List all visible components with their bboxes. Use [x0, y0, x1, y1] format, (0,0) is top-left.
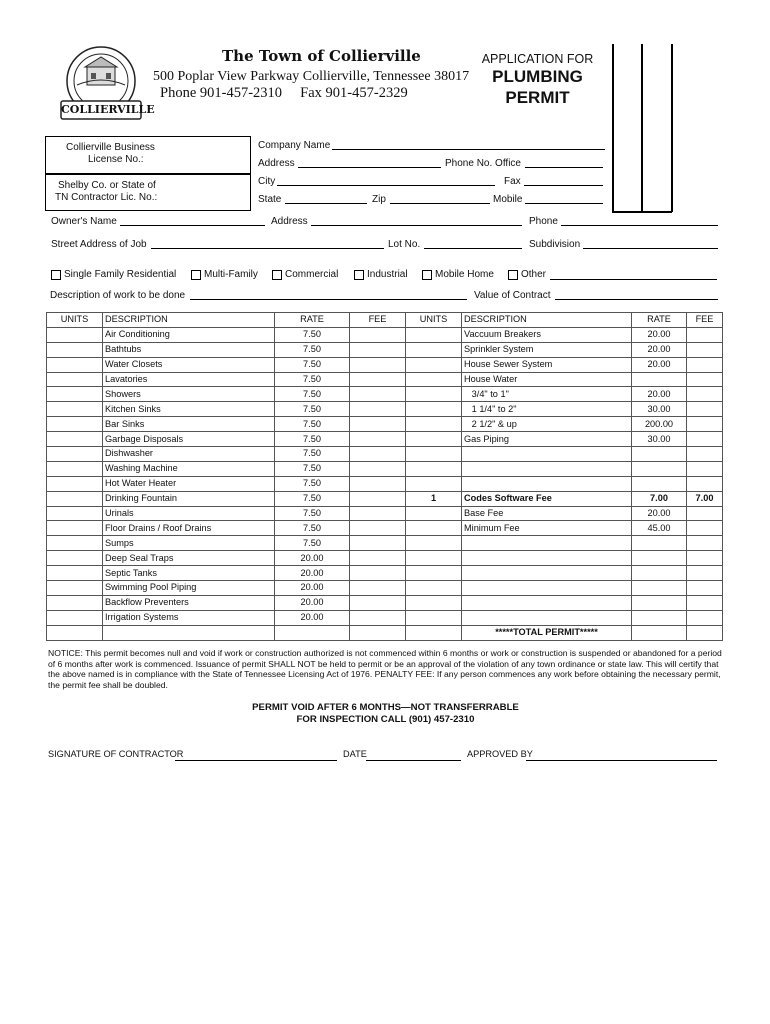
total-row-blank — [275, 625, 350, 640]
notice-text: NOTICE: This permit becomes null and void if work or construction authorized is not commenced within 6 months or work or construction is suspended or abandoned for a period of 6 months after work is commenced. Issuance of permit SHALL NOT be held to permit or be an approval of the violation of any town ordinance or state law. This will certify that the above named is in compliance with the State of Tennessee Licensing Act of 1976. PENALTY FEE: If any person commences any work before obtaining the necessary permit, the permit fee shall be doubled. — [48, 648, 722, 690]
units-cell[interactable] — [47, 417, 103, 432]
table-row — [47, 581, 723, 596]
table-row — [47, 387, 723, 402]
void-notice — [48, 702, 723, 725]
fee-cell-right[interactable] — [687, 387, 723, 402]
fee-cell[interactable] — [350, 521, 406, 536]
units-cell-right[interactable] — [406, 342, 462, 357]
fee-cell-right[interactable] — [687, 521, 723, 536]
owners-name-label: Owner's Name — [51, 216, 117, 227]
rate-cell: 20.00 — [275, 595, 350, 610]
rate-cell-right: 20.00 — [632, 342, 687, 357]
description-cell: Deep Seal Traps — [103, 551, 275, 566]
rate-cell: 7.50 — [275, 536, 350, 551]
stamp-line-3 — [671, 44, 673, 212]
fee-header: FEE — [350, 313, 406, 328]
business-license-label-2: License No.: — [88, 154, 144, 165]
fee-cell[interactable] — [350, 551, 406, 566]
units-cell-right[interactable] — [406, 506, 462, 521]
mobile-home-checkbox[interactable] — [422, 270, 432, 280]
units-cell-right[interactable] — [406, 357, 462, 372]
lot-no-label: Lot No. — [388, 239, 421, 250]
fee-cell[interactable] — [350, 327, 406, 342]
fee-cell[interactable] — [350, 536, 406, 551]
town-seal — [55, 45, 155, 127]
void-notice-line2: FOR INSPECTION CALL (901) 457-2310 — [296, 713, 475, 725]
rate-cell: 7.50 — [275, 417, 350, 432]
rate-cell: 7.50 — [275, 521, 350, 536]
town-address: 500 Poplar View Parkway Collierville, Tennessee 38017 — [153, 69, 470, 84]
stamp-line-1 — [612, 44, 614, 212]
description-cell: Septic Tanks — [103, 566, 275, 581]
units-cell-right[interactable] — [406, 610, 462, 625]
description-cell-right — [462, 476, 632, 491]
table-row — [47, 432, 723, 447]
other-field[interactable] — [550, 279, 717, 280]
fee-cell[interactable] — [350, 357, 406, 372]
description-cell-right — [462, 461, 632, 476]
units-cell-right[interactable] — [406, 387, 462, 402]
units-cell[interactable] — [47, 476, 103, 491]
date-field[interactable] — [366, 760, 461, 761]
rate-cell: 20.00 — [275, 610, 350, 625]
phone-office-label: Phone No. Office — [445, 158, 521, 169]
units-header: UNITS — [47, 313, 103, 328]
units-cell[interactable] — [47, 432, 103, 447]
table-header-row — [47, 313, 723, 328]
table-row — [47, 461, 723, 476]
zip-field[interactable] — [390, 203, 490, 204]
fee-cell-right[interactable] — [687, 417, 723, 432]
description-cell: Swimming Pool Piping — [103, 581, 275, 596]
total-permit-label: *****TOTAL PERMIT***** — [462, 625, 632, 640]
description-cell-right: House Water — [462, 372, 632, 387]
table-row — [47, 595, 723, 610]
owners-name-field[interactable] — [120, 225, 265, 226]
fee-cell-right[interactable] — [687, 327, 723, 342]
stamp-bottom-line — [612, 211, 672, 213]
single-family-label: Single Family Residential — [64, 269, 177, 280]
fee-cell-right[interactable] — [687, 402, 723, 417]
units-cell[interactable] — [47, 357, 103, 372]
fee-header-right: FEE — [687, 313, 723, 328]
description-cell-right: House Sewer System — [462, 357, 632, 372]
rate-cell-right — [632, 536, 687, 551]
description-cell: Floor Drains / Roof Drains — [103, 521, 275, 536]
application-for: APPLICATION FOR — [481, 52, 594, 66]
units-cell-right[interactable] — [406, 372, 462, 387]
business-license-label-1: Collierville Business — [66, 142, 155, 153]
units-cell[interactable] — [47, 447, 103, 462]
owner-address-label: Address — [271, 216, 308, 227]
mobile-label: Mobile — [493, 194, 523, 205]
rate-cell-right — [632, 551, 687, 566]
commercial-checkbox[interactable] — [272, 270, 282, 280]
fee-cell[interactable] — [350, 581, 406, 596]
approved-by-label: APPROVED BY — [467, 749, 533, 759]
rate-cell: 20.00 — [275, 566, 350, 581]
description-cell: Hot Water Heater — [103, 476, 275, 491]
units-cell[interactable] — [47, 566, 103, 581]
mobile-field[interactable] — [525, 203, 603, 204]
description-cell-right: 2 1/2" & up — [462, 417, 632, 432]
fee-table — [46, 312, 723, 641]
contractor-license-label-1: Shelby Co. or State of — [58, 180, 156, 191]
date-label: DATE — [343, 749, 367, 759]
description-header: DESCRIPTION — [103, 313, 275, 328]
rate-cell-right: 7.00 — [632, 491, 687, 506]
units-cell-right[interactable] — [406, 521, 462, 536]
units-cell-right[interactable] — [406, 432, 462, 447]
description-cell: Drinking Fountain — [103, 491, 275, 506]
table-row — [47, 417, 723, 432]
company-address-label: Address — [258, 158, 295, 169]
rate-cell-right: 20.00 — [632, 357, 687, 372]
total-row-blank — [350, 625, 406, 640]
rate-cell-right — [632, 447, 687, 462]
description-cell-right: Gas Piping — [462, 432, 632, 447]
total-row-blank — [47, 625, 103, 640]
contractor-license-label-2: TN Contractor Lic. No.: — [55, 192, 158, 203]
description-cell-right — [462, 610, 632, 625]
total-units-cell — [406, 625, 462, 640]
other-checkbox[interactable] — [508, 270, 518, 280]
total-fee-cell[interactable] — [687, 625, 723, 640]
description-cell-right: Codes Software Fee — [462, 491, 632, 506]
value-of-contract-field[interactable] — [555, 299, 718, 300]
table-row — [47, 610, 723, 625]
units-cell-right[interactable] — [406, 581, 462, 596]
table-row — [47, 476, 723, 491]
units-cell[interactable] — [47, 387, 103, 402]
table-row — [47, 402, 723, 417]
subdivision-field[interactable] — [583, 248, 718, 249]
rate-cell-right: 20.00 — [632, 327, 687, 342]
rate-cell: 7.50 — [275, 327, 350, 342]
zip-label: Zip — [372, 194, 386, 205]
rate-cell: 7.50 — [275, 372, 350, 387]
units-cell-right[interactable] — [406, 461, 462, 476]
units-cell[interactable] — [47, 402, 103, 417]
fee-cell[interactable] — [350, 566, 406, 581]
description-cell-right: 1 1/4" to 2" — [462, 402, 632, 417]
city-label: City — [258, 176, 276, 187]
rate-cell: 20.00 — [275, 581, 350, 596]
signature-contractor-label: SIGNATURE OF CONTRACTOR — [48, 749, 184, 759]
description-cell-right — [462, 566, 632, 581]
units-cell[interactable] — [47, 536, 103, 551]
description-cell-right — [462, 536, 632, 551]
fee-cell-right[interactable] — [687, 342, 723, 357]
fee-cell[interactable] — [350, 447, 406, 462]
rate-cell: 7.50 — [275, 357, 350, 372]
seal-text: COLLIERVILLE — [61, 103, 155, 116]
table-row — [47, 491, 723, 506]
units-cell-right[interactable] — [406, 327, 462, 342]
table-row — [47, 447, 723, 462]
units-cell-right[interactable] — [406, 566, 462, 581]
fee-cell-right[interactable] — [687, 506, 723, 521]
description-cell: Bathtubs — [103, 342, 275, 357]
fee-cell-right[interactable]: 7.00 — [687, 491, 723, 506]
table-row — [47, 357, 723, 372]
table-row — [47, 566, 723, 581]
work-description-field[interactable] — [190, 299, 467, 300]
rate-cell-right: 20.00 — [632, 506, 687, 521]
fee-cell-right[interactable] — [687, 581, 723, 596]
fee-cell[interactable] — [350, 461, 406, 476]
description-cell-right — [462, 551, 632, 566]
owner-phone-field[interactable] — [561, 225, 718, 226]
state-field[interactable] — [285, 203, 367, 204]
units-cell-right[interactable] — [406, 447, 462, 462]
units-cell-right[interactable] — [406, 536, 462, 551]
table-row — [47, 551, 723, 566]
fee-cell-right[interactable] — [687, 536, 723, 551]
multi-family-label: Multi-Family — [204, 269, 258, 280]
units-cell[interactable] — [47, 581, 103, 596]
rate-cell-right: 30.00 — [632, 432, 687, 447]
fee-cell[interactable] — [350, 610, 406, 625]
fee-cell-right[interactable] — [687, 476, 723, 491]
rate-cell: 7.50 — [275, 342, 350, 357]
total-row-blank — [103, 625, 275, 640]
rate-cell-right — [632, 595, 687, 610]
fee-cell[interactable] — [350, 595, 406, 610]
rate-cell: 7.50 — [275, 387, 350, 402]
fax-field[interactable] — [524, 185, 603, 186]
rate-cell-right: 30.00 — [632, 402, 687, 417]
rate-cell-right: 45.00 — [632, 521, 687, 536]
industrial-label: Industrial — [367, 269, 408, 280]
description-cell-right: Sprinkler System — [462, 342, 632, 357]
units-cell-right[interactable]: 1 — [406, 491, 462, 506]
owner-address-field[interactable] — [311, 225, 522, 226]
description-cell: Irrigation Systems — [103, 610, 275, 625]
commercial-label: Commercial — [285, 269, 339, 280]
fax-label: Fax — [504, 176, 521, 187]
company-name-field[interactable] — [332, 149, 605, 150]
company-name-label: Company Name — [258, 140, 331, 151]
description-cell: Water Closets — [103, 357, 275, 372]
rate-cell: 7.50 — [275, 461, 350, 476]
fee-cell-right[interactable] — [687, 566, 723, 581]
fee-cell[interactable] — [350, 476, 406, 491]
units-cell[interactable] — [47, 372, 103, 387]
phone-office-field[interactable] — [525, 167, 603, 168]
units-cell[interactable] — [47, 506, 103, 521]
table-row — [47, 506, 723, 521]
fee-cell[interactable] — [350, 402, 406, 417]
description-cell: Backflow Preventers — [103, 595, 275, 610]
void-notice-line1: PERMIT VOID AFTER 6 MONTHS—NOT TRANSFERRABLE — [252, 702, 519, 713]
rate-cell-right — [632, 476, 687, 491]
description-cell: Bar Sinks — [103, 417, 275, 432]
total-rate-cell — [632, 625, 687, 640]
subdivision-label: Subdivision — [529, 239, 581, 250]
units-cell[interactable] — [47, 461, 103, 476]
description-cell-right: Minimum Fee — [462, 521, 632, 536]
rate-cell-right — [632, 610, 687, 625]
rate-cell: 7.50 — [275, 447, 350, 462]
units-cell[interactable] — [47, 610, 103, 625]
rate-cell: 7.50 — [275, 476, 350, 491]
units-cell-right[interactable] — [406, 595, 462, 610]
approved-by-field[interactable] — [526, 760, 717, 761]
fee-cell-right[interactable] — [687, 447, 723, 462]
description-cell-right — [462, 447, 632, 462]
rate-header: RATE — [275, 313, 350, 328]
units-cell-right[interactable] — [406, 551, 462, 566]
description-cell: Dishwasher — [103, 447, 275, 462]
rate-header-right: RATE — [632, 313, 687, 328]
fee-cell[interactable] — [350, 372, 406, 387]
description-cell: Garbage Disposals — [103, 432, 275, 447]
fee-cell[interactable] — [350, 506, 406, 521]
permit-title — [470, 66, 605, 108]
other-label: Other — [521, 269, 547, 280]
units-cell-right[interactable] — [406, 417, 462, 432]
table-row — [47, 521, 723, 536]
single-family-checkbox[interactable] — [51, 270, 61, 280]
fee-cell[interactable] — [350, 432, 406, 447]
state-label: State — [258, 194, 282, 205]
description-cell: Lavatories — [103, 372, 275, 387]
units-cell[interactable] — [47, 491, 103, 506]
value-of-contract-label: Value of Contract — [474, 290, 551, 301]
rate-cell: 7.50 — [275, 432, 350, 447]
rate-cell: 7.50 — [275, 402, 350, 417]
work-description-label: Description of work to be done — [50, 290, 186, 301]
rate-cell: 7.50 — [275, 506, 350, 521]
rate-cell: 7.50 — [275, 491, 350, 506]
description-cell-right: Vaccuum Breakers — [462, 327, 632, 342]
fee-cell-right[interactable] — [687, 595, 723, 610]
units-cell[interactable] — [47, 521, 103, 536]
rate-cell-right — [632, 372, 687, 387]
city-field[interactable] — [277, 185, 495, 186]
table-row — [47, 342, 723, 357]
rate-cell: 20.00 — [275, 551, 350, 566]
fee-cell-right[interactable] — [687, 357, 723, 372]
rate-cell-right — [632, 581, 687, 596]
fee-cell-right[interactable] — [687, 372, 723, 387]
description-cell: Sumps — [103, 536, 275, 551]
total-row — [47, 625, 723, 640]
description-header-right: DESCRIPTION — [462, 313, 632, 328]
table-row — [47, 372, 723, 387]
units-cell[interactable] — [47, 342, 103, 357]
description-cell: Kitchen Sinks — [103, 402, 275, 417]
street-address-field[interactable] — [151, 248, 384, 249]
multi-family-checkbox[interactable] — [191, 270, 201, 280]
fee-cell[interactable] — [350, 387, 406, 402]
units-cell[interactable] — [47, 595, 103, 610]
units-cell[interactable] — [47, 551, 103, 566]
fee-cell[interactable] — [350, 417, 406, 432]
table-row — [47, 327, 723, 342]
description-cell-right — [462, 595, 632, 610]
units-cell[interactable] — [47, 327, 103, 342]
description-cell-right — [462, 581, 632, 596]
town-phone-fax: Phone 901-457-2310 Fax 901-457-2329 — [160, 85, 408, 101]
description-cell: Washing Machine — [103, 461, 275, 476]
fee-cell-right[interactable] — [687, 610, 723, 625]
rate-cell-right: 20.00 — [632, 387, 687, 402]
fee-cell[interactable] — [350, 342, 406, 357]
rate-cell-right: 200.00 — [632, 417, 687, 432]
units-cell-right[interactable] — [406, 402, 462, 417]
table-row — [47, 536, 723, 551]
description-cell: Air Conditioning — [103, 327, 275, 342]
fee-cell-right[interactable] — [687, 432, 723, 447]
company-address-field[interactable] — [298, 167, 441, 168]
description-cell: Urinals — [103, 506, 275, 521]
fee-cell[interactable] — [350, 491, 406, 506]
description-cell-right: Base Fee — [462, 506, 632, 521]
stamp-line-2 — [641, 44, 643, 212]
description-cell: Showers — [103, 387, 275, 402]
fee-cell-right[interactable] — [687, 551, 723, 566]
fee-cell-right[interactable] — [687, 461, 723, 476]
street-address-label: Street Address of Job — [51, 239, 147, 250]
description-cell-right: 3/4" to 1" — [462, 387, 632, 402]
town-title: The Town of Collierville — [222, 47, 421, 65]
owner-phone-label: Phone — [529, 216, 558, 227]
lot-no-field[interactable] — [424, 248, 522, 249]
mobile-home-label: Mobile Home — [435, 269, 494, 280]
permit-title-line2: PERMIT — [505, 88, 570, 107]
units-cell-right[interactable] — [406, 476, 462, 491]
industrial-checkbox[interactable] — [354, 270, 364, 280]
signature-contractor-field[interactable] — [175, 760, 337, 761]
units-header-right: UNITS — [406, 313, 462, 328]
rate-cell-right — [632, 566, 687, 581]
permit-title-line1: PLUMBING — [492, 67, 583, 86]
rate-cell-right — [632, 461, 687, 476]
